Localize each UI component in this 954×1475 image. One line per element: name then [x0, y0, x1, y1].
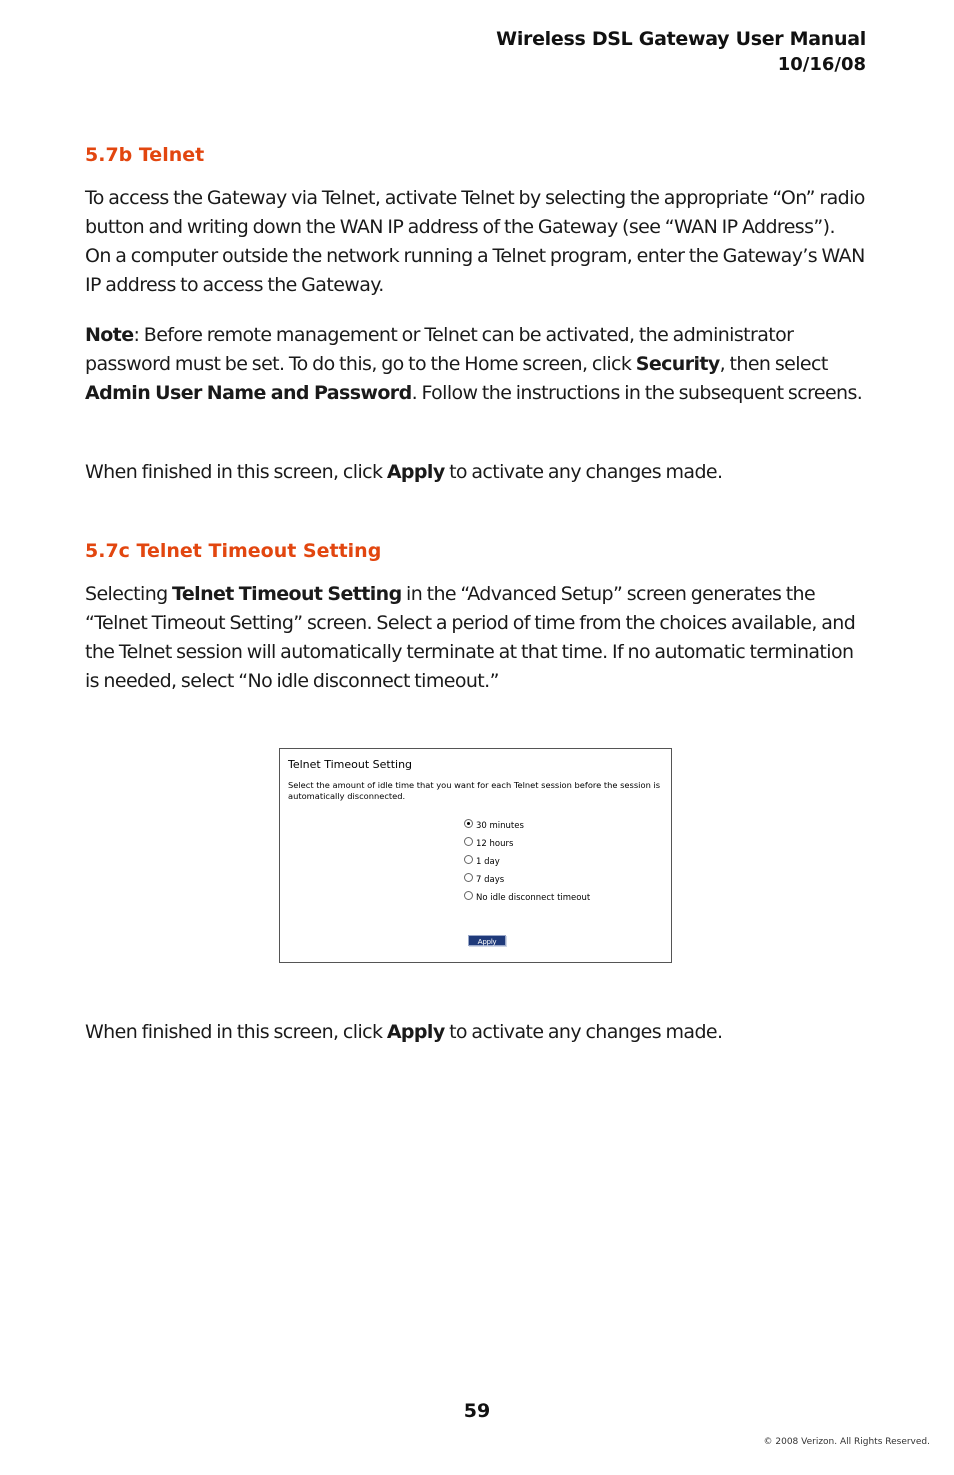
radio-7-days[interactable] — [464, 873, 473, 882]
finish-apply-bold: Apply — [386, 1021, 445, 1043]
manual-date: 10/16/08 — [777, 54, 866, 75]
option-label: No idle disconnect timeout — [476, 893, 591, 903]
radio-12-hours[interactable] — [464, 837, 473, 846]
option-12-hours[interactable] — [464, 835, 590, 853]
radio-30-minutes[interactable] — [464, 819, 473, 828]
option-label: 7 days — [476, 875, 505, 885]
finish-apply-bold: Apply — [386, 461, 445, 483]
finish-text-before: When finished in this screen, click — [85, 1021, 387, 1043]
option-1-day[interactable] — [464, 853, 590, 871]
copyright-notice: © 2008 Verizon. All Rights Reserved. — [763, 1437, 930, 1447]
telnet-timeout-screenshot — [279, 748, 672, 963]
option-label: 1 day — [476, 857, 500, 867]
timeout-text-after: in the “Advanced Setup” screen generates the “Telnet Timeout Setting” screen. Select a period of time from the choices available, and the Telnet session will automatically terminate at that time. If no automatic termination is needed, select “No idle disconnect timeout.” — [85, 583, 856, 692]
page-number: 59 — [463, 1400, 491, 1422]
telnet-note-paragraph — [85, 321, 865, 408]
timeout-bold-setting: Telnet Timeout Setting — [172, 583, 402, 605]
timeout-options — [464, 817, 590, 907]
apply-button[interactable]: Apply — [468, 935, 506, 946]
manual-title: Wireless DSL Gateway User Manual — [496, 28, 866, 50]
option-label: 30 minutes — [476, 821, 524, 831]
section-heading-telnet-timeout: 5.7c Telnet Timeout Setting — [85, 540, 382, 562]
finish-text-before: When finished in this screen, click — [85, 461, 387, 483]
timeout-intro-paragraph — [85, 580, 865, 696]
screenshot-description: Select the amount of idle time that you want for each Telnet session before the session is automatically disconnected. — [288, 780, 661, 801]
timeout-text-before: Selecting — [85, 583, 173, 605]
radio-no-idle-timeout[interactable] — [464, 891, 473, 900]
note-security: Security — [635, 353, 720, 375]
option-30-minutes[interactable] — [464, 817, 590, 835]
option-no-idle-timeout[interactable] — [464, 889, 590, 907]
option-label: 12 hours — [476, 839, 514, 849]
note-text-b: , then select — [719, 353, 828, 375]
timeout-finish-paragraph — [85, 1018, 865, 1047]
finish-text-after: to activate any changes made. — [444, 461, 723, 483]
note-admin: Admin User Name and Password — [85, 382, 412, 404]
screenshot-title: Telnet Timeout Setting — [288, 758, 413, 771]
finish-text-after: to activate any changes made. — [444, 1021, 723, 1043]
note-text-c: . Follow the instructions in the subsequent screens. — [411, 382, 863, 404]
section-heading-telnet: 5.7b Telnet — [85, 144, 205, 166]
telnet-finish-paragraph — [85, 458, 865, 487]
radio-1-day[interactable] — [464, 855, 473, 864]
telnet-intro-paragraph: To access the Gateway via Telnet, activate Telnet by selecting the appropriate “On” radio button and writing down the WAN IP address of the Gateway (see “WAN IP Address”). On a computer outside the network running a Telnet program, enter the Gateway’s WAN IP address to access the Gateway. — [85, 187, 865, 296]
page-header — [496, 26, 866, 78]
note-text-a: : Before remote management or Telnet can be activated, the administrator password must be set. To do this, go to the Home screen, click — [85, 324, 794, 375]
option-7-days[interactable] — [464, 871, 590, 889]
note-label: Note — [85, 324, 134, 346]
